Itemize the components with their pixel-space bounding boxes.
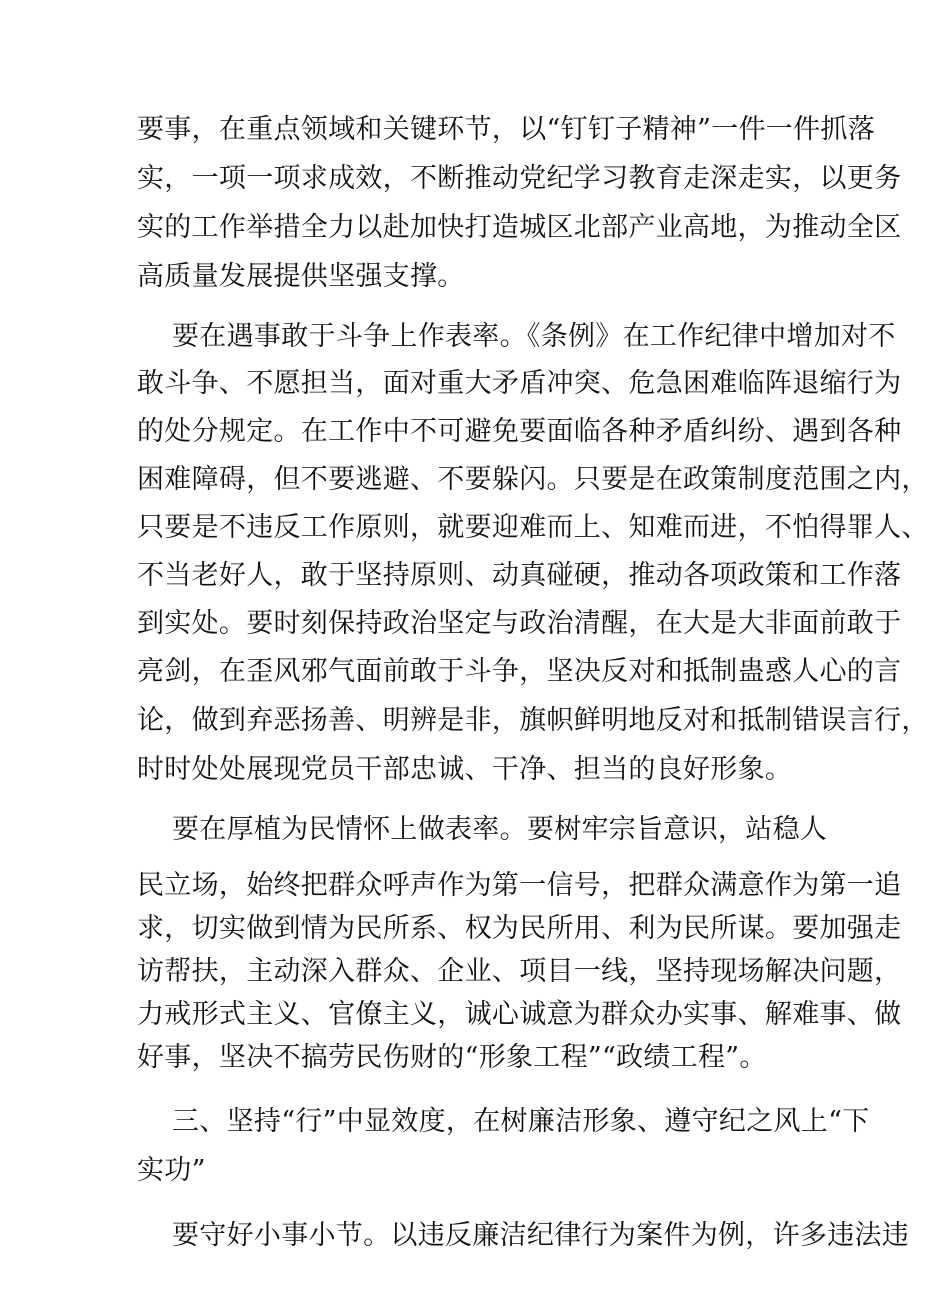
paragraph-4-line-3: 访帮扶，主动深入群众、企业、项目一线，坚持现场解决问题， <box>137 956 902 987</box>
paragraph-2-line-2: 敢斗争、不愿担当，面对重大矛盾冲突、危急困难临阵退缩行为 <box>137 368 902 399</box>
paragraph-2-line-4: 困难障碍，但不要逃避、不要躲闪。只要是在政策制度范围之内， <box>137 464 929 495</box>
paragraph-6-line-1: 要守好小事小节。以违反廉洁纪律行为案件为例，许多违法违 <box>172 1220 910 1251</box>
paragraph-2-line-10: 时时处处展现党员干部忠诚、干净、担当的良好形象。 <box>137 754 793 785</box>
section-heading-line-2: 实功” <box>137 1155 206 1186</box>
paragraph-1-line-2: 实，一项一项求成效，不断推动党纪学习教育走深走实，以更务 <box>137 163 902 194</box>
paragraph-2-line-8: 亮剑，在歪风邪气面前敢于斗争，坚决反对和抵制蛊惑人心的言 <box>137 656 902 687</box>
paragraph-4-line-4: 力戒形式主义、官僚主义，诚心诚意为群众办实事、解难事、做 <box>137 999 902 1030</box>
paragraph-1-line-4: 高质量发展提供坚强支撑。 <box>137 261 465 292</box>
paragraph-2-line-9: 论，做到弃恶扬善、明辨是非，旗帜鲜明地反对和抵制错误言行， <box>137 705 929 736</box>
paragraph-1-line-3: 实的工作举措全力以赴加快打造城区北部产业高地，为推动全区 <box>137 212 902 243</box>
section-heading-line-1: 三、坚持“行”中显效度，在树廉洁形象、遵守纪之风上“下 <box>172 1106 870 1137</box>
paragraph-2-line-5: 只要是不违反工作原则，就要迎难而上、知难而进，不怕得罪人、 <box>137 512 929 543</box>
paragraph-2-line-7: 到实处。要时刻保持政治坚定与政治清醒，在大是大非面前敢于 <box>137 608 902 639</box>
paragraph-1-line-1: 要事，在重点领域和关键环节，以“钉钉子精神”一件一件抓落 <box>137 114 876 145</box>
paragraph-2-line-1: 要在遇事敢于斗争上作表率。《条例》在工作纪律中增加对不 <box>172 321 896 352</box>
paragraph-3-line-1: 要在厚植为民情怀上做表率。要树牢宗旨意识，站稳人 <box>172 814 828 845</box>
paragraph-4-line-1: 民立场，始终把群众呼声作为第一信号，把群众满意作为第一追 <box>137 870 902 901</box>
paragraph-2-line-3: 的处分规定。在工作中不可避免要面临各种矛盾纠纷、遇到各种 <box>137 416 902 447</box>
paragraph-2-line-6: 不当老好人，敢于坚持原则、动真碰硬，推动各项政策和工作落 <box>137 560 902 591</box>
paragraph-4-line-2: 求，切实做到情为民所系、权为民所用、利为民所谋。要加强走 <box>137 913 902 944</box>
paragraph-4-line-5: 好事，坚决不搞劳民伤财的“形象工程”“政绩工程”。 <box>137 1042 767 1073</box>
